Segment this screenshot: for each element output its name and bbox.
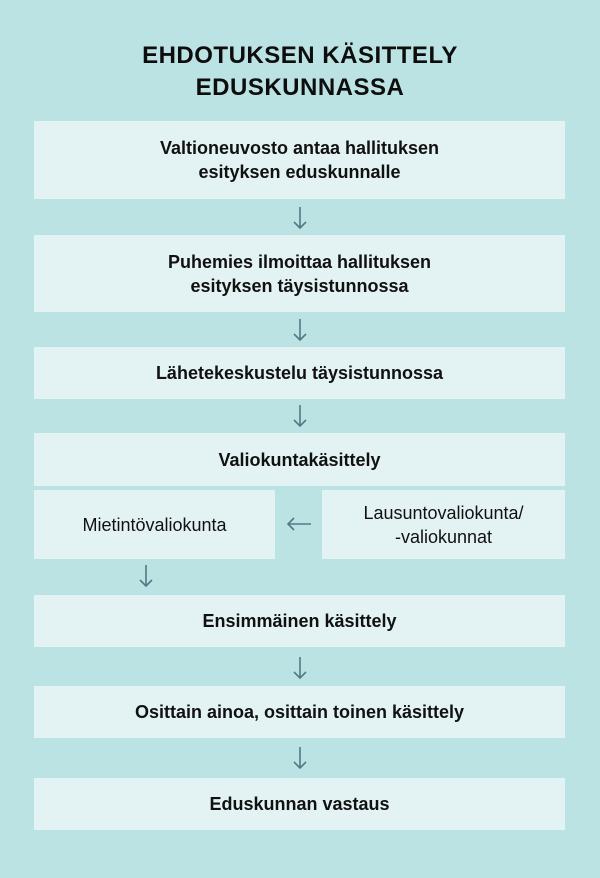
step-referral-debate	[34, 347, 565, 399]
committee-label: Mietintövaliokunta	[82, 514, 227, 535]
committee-label-line: Lausuntovaliokunta/	[363, 502, 524, 523]
step-text-line: Puhemies ilmoittaa hallituksen	[167, 251, 432, 272]
step-text-line: Valtioneuvosto antaa hallituksen	[159, 138, 440, 158]
committee-label-line: -valiokunnat	[394, 526, 493, 547]
step-label: Osittain ainoa, osittain toinen käsittely	[134, 702, 465, 722]
step-label: Valiokuntakäsittely	[218, 449, 381, 470]
arrow-down-icon	[290, 404, 310, 428]
step-label: Ensimmäinen käsittely	[202, 611, 397, 631]
step-committee-handling	[34, 433, 565, 486]
arrow-down-icon	[290, 746, 310, 770]
arrow-down-icon	[290, 318, 310, 342]
arrow-down-icon	[136, 564, 156, 588]
step-first-reading	[34, 595, 565, 647]
report-committee-box	[34, 490, 275, 559]
step-text-line: esityksen eduskunnalle	[198, 162, 401, 182]
step-parliament-reply	[34, 778, 565, 830]
title-line-1: EHDOTUKSEN KÄSITTELY	[142, 42, 458, 69]
step-text-line: esityksen täysistunnossa	[190, 275, 409, 296]
arrow-left-icon	[286, 514, 312, 534]
arrow-down-icon	[290, 656, 310, 680]
arrow-down-icon	[290, 206, 310, 230]
diagram-title	[0, 40, 600, 104]
step-label: Lähetekeskustelu täysistunnossa	[155, 363, 444, 383]
step-government-submits-proposal	[34, 121, 565, 199]
step-second-reading	[34, 686, 565, 738]
step-speaker-announces-proposal	[34, 235, 565, 312]
step-label: Eduskunnan vastaus	[209, 794, 390, 814]
opinion-committee-box	[322, 490, 565, 559]
title-line-2: EDUSKUNNASSA	[195, 74, 405, 101]
